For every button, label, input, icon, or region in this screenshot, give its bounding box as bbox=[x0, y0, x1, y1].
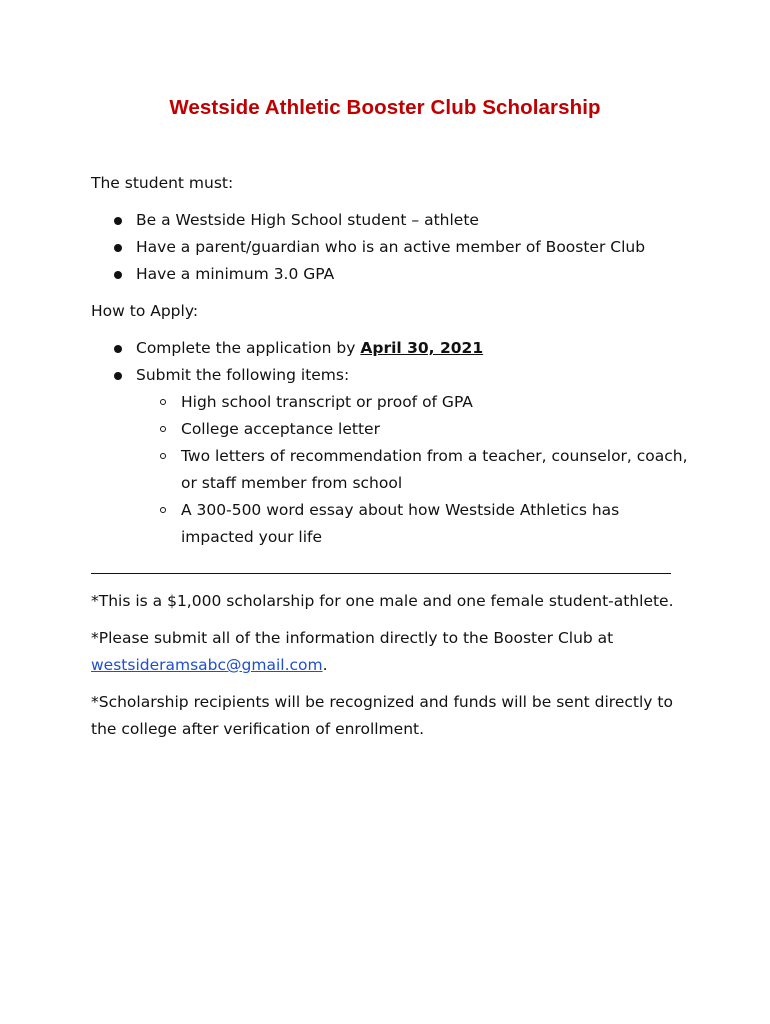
requirement-text: Have a parent/guardian who is an active member of Booster Club bbox=[136, 238, 646, 256]
list-item bbox=[136, 416, 691, 443]
bullet-icon bbox=[114, 244, 122, 252]
list-item bbox=[91, 362, 691, 551]
requirement-text: Be a Westside High School student – athlete bbox=[136, 211, 479, 229]
list-item bbox=[91, 335, 691, 362]
apply-steps-list bbox=[91, 335, 691, 551]
divider-line bbox=[91, 561, 671, 574]
list-item bbox=[91, 234, 691, 261]
hollow-bullet-icon bbox=[160, 399, 166, 405]
list-item bbox=[136, 443, 691, 497]
how-to-apply-heading: How to Apply: bbox=[91, 302, 199, 320]
requirements-list bbox=[91, 207, 691, 288]
deadline-date: April 30, 2021 bbox=[360, 339, 484, 357]
step-text: Submit the following items: bbox=[136, 366, 350, 384]
recognition-note: *Scholarship recipients will be recognized and funds will be sent directly to the college after verification of enrollment. bbox=[91, 693, 673, 738]
submission-note bbox=[91, 625, 691, 679]
list-item bbox=[91, 261, 691, 288]
required-item-text: Two letters of recommendation from a teacher, counselor, coach, or staff member from school bbox=[181, 447, 688, 492]
required-items-list bbox=[136, 389, 691, 551]
required-item-text: College acceptance letter bbox=[181, 420, 380, 438]
required-item-text: A 300-500 word essay about how Westside Athletics has impacted your life bbox=[181, 501, 620, 546]
bullet-icon bbox=[114, 372, 122, 380]
scholarship-amount-note: *This is a $1,000 scholarship for one male and one female student-athlete. bbox=[91, 592, 674, 610]
required-item-text: High school transcript or proof of GPA bbox=[181, 393, 473, 411]
list-item bbox=[136, 389, 691, 416]
hollow-bullet-icon bbox=[160, 426, 166, 432]
step-text: Complete the application by bbox=[136, 339, 361, 357]
bullet-icon bbox=[114, 345, 122, 353]
requirement-text: Have a minimum 3.0 GPA bbox=[136, 265, 335, 283]
bullet-icon bbox=[114, 271, 122, 279]
document-body bbox=[91, 170, 691, 753]
hollow-bullet-icon bbox=[160, 453, 166, 459]
bullet-icon bbox=[114, 217, 122, 225]
submission-suffix: . bbox=[322, 656, 328, 674]
email-link[interactable]: westsideramsabc@gmail.com bbox=[91, 656, 323, 674]
list-item bbox=[136, 497, 691, 551]
hollow-bullet-icon bbox=[160, 507, 166, 513]
page-title: Westside Athletic Booster Club Scholarship bbox=[169, 96, 601, 119]
submission-text: *Please submit all of the information directly to the Booster Club at bbox=[91, 629, 614, 647]
requirements-heading: The student must: bbox=[91, 174, 234, 192]
list-item bbox=[91, 207, 691, 234]
